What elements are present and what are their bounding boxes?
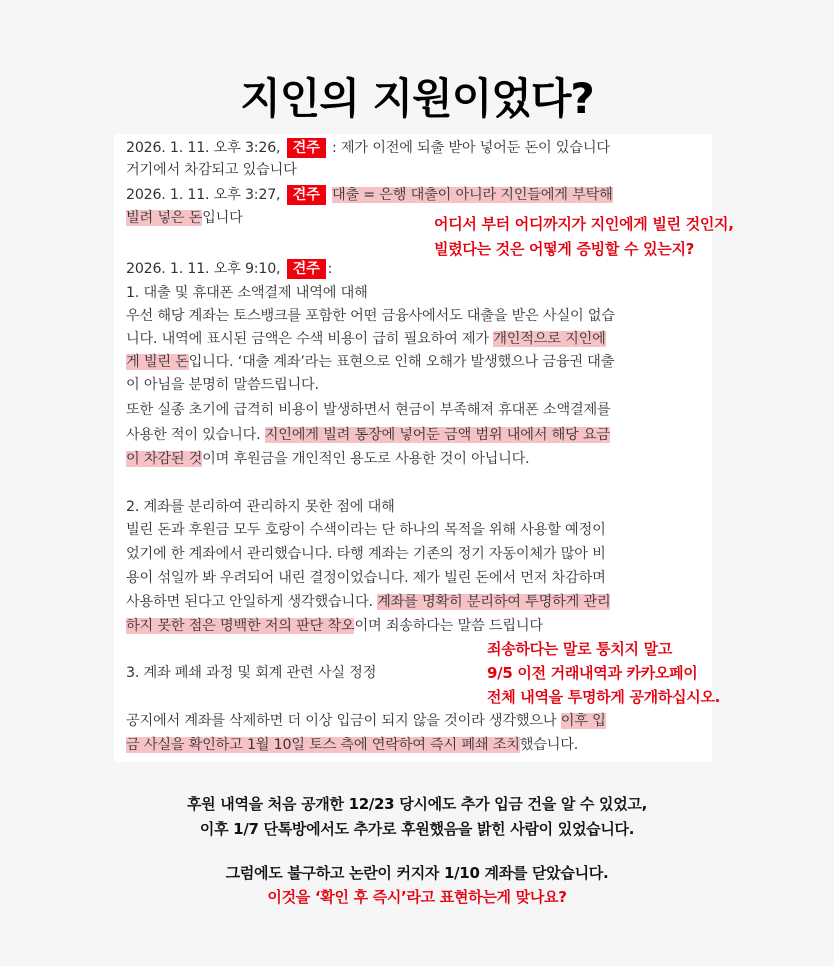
section-2-heading: 2. 계좌를 분리하여 관리하지 못한 점에 대해 <box>126 499 395 515</box>
body-line: 공지에서 계좌를 삭제하면 더 이상 입금이 되지 않을 것이라 생각했으나 이후 입 <box>126 713 606 729</box>
bottom-line-1: 후원 내역을 처음 공개한 12/23 당시에도 추가 입금 건을 알 수 있었고, <box>186 795 648 813</box>
entry-2-line-1: 2026. 1. 11. 오후 3:27, 견주 대출 = 은행 대출이 아니라 지인들에게 부탁해 <box>126 187 613 203</box>
bottom-line-2: 이후 1/7 단톡방에서도 추가로 후원했음을 밝힌 사람이 있었습니다. <box>199 820 635 838</box>
body-line: 빌린 돈과 후원금 모두 호랑이 수색이라는 단 하나의 목적을 위해 사용할 예정이 <box>126 522 606 538</box>
section-3-heading: 3. 계좌 폐쇄 과정 및 회계 관련 사실 정정 <box>126 665 377 681</box>
page-title: 지인의 지원이었다? <box>240 74 594 123</box>
entry-1-line-1: 2026. 1. 11. 오후 3:26, 견주 : 제가 이전에 되출 받아 넣어둔 돈이 있습니다 <box>126 140 610 156</box>
author-tag: 견주 <box>287 138 326 158</box>
annotation-2-line-1: 죄송하다는 말로 퉁치지 말고 <box>487 640 673 658</box>
body-line: 이 차감된 것이며 후원금을 개인적인 용도로 사용한 것이 아닙니다. <box>126 451 530 467</box>
entry-1-time: 2026. 1. 11. 오후 3:26, <box>126 140 281 156</box>
author-tag: 견주 <box>287 185 326 205</box>
entry-3-time: 2026. 1. 11. 오후 9:10, <box>126 261 281 277</box>
bottom-line-3: 그럼에도 불구하고 논란이 커지자 1/10 계좌를 닫았습니다. <box>225 864 609 882</box>
entry-1-line-2: 거기에서 차감되고 있습니다 <box>126 162 297 178</box>
body-line: 었기에 한 계좌에서 관리했습니다. 타행 계좌는 기존의 정기 자동이체가 많아 비 <box>126 546 606 562</box>
body-line: 게 빌린 돈입니다. ‘대출 계좌’라는 표현으로 인해 오해가 발생했으나 금융권 대출 <box>126 354 615 370</box>
body-line: 용이 섞일까 봐 우려되어 내린 결정이었습니다. 제가 빌린 돈에서 먼저 차감하며 <box>126 570 606 586</box>
body-line: 이 아님을 분명히 말씀드립니다. <box>126 377 319 393</box>
section-1-heading: 1. 대출 및 휴대폰 소액결제 내역에 대해 <box>126 285 368 301</box>
entry-3-line-1: 2026. 1. 11. 오후 9:10, 견주 : <box>126 261 333 277</box>
body-line: 금 사실을 확인하고 1월 10일 토스 측에 연락하여 즉시 폐쇄 조치했습니다. <box>126 737 579 753</box>
annotation-1-line-1: 어디서 부터 어디까지가 지인에게 빌린 것인지, <box>434 215 734 233</box>
entry-2-time: 2026. 1. 11. 오후 3:27, <box>126 187 281 203</box>
body-line: 사용한 적이 있습니다. 지인에게 빌려 통장에 넣어둔 금액 범위 내에서 해당 요금 <box>126 427 610 443</box>
annotation-2-line-3: 전체 내역을 투명하게 공개하십시오. <box>487 688 721 706</box>
body-line: 하지 못한 점은 명백한 저의 판단 착오이며 죄송하다는 말씀 드립니다 <box>126 618 543 634</box>
body-line: 또한 실종 초기에 급격히 비용이 발생하면서 현금이 부족해져 휴대폰 소액결제를 <box>126 402 611 418</box>
body-line: 사용하면 된다고 안일하게 생각했습니다. 계좌를 명확히 분리하여 투명하게 관리 <box>126 594 611 610</box>
entry-2-line-2: 빌려 넣은 돈입니다 <box>126 210 243 226</box>
body-line: 우선 해당 계좌는 토스뱅크를 포함한 어떤 금융사에서도 대출을 받은 사실이 없습 <box>126 308 615 324</box>
body-line: 니다. 내역에 표시된 금액은 수색 비용이 급히 필요하여 제가 개인적으로 지인에 <box>126 331 606 347</box>
annotation-1-line-2: 빌렸다는 것은 어떻게 증빙할 수 있는지? <box>434 240 695 258</box>
bottom-line-4: 이것을 ‘확인 후 즉시’라고 표현하는게 맞나요? <box>267 888 567 906</box>
author-tag: 견주 <box>287 259 326 279</box>
annotation-2-line-2: 9/5 이전 거래내역과 카카오페이 <box>487 664 698 682</box>
